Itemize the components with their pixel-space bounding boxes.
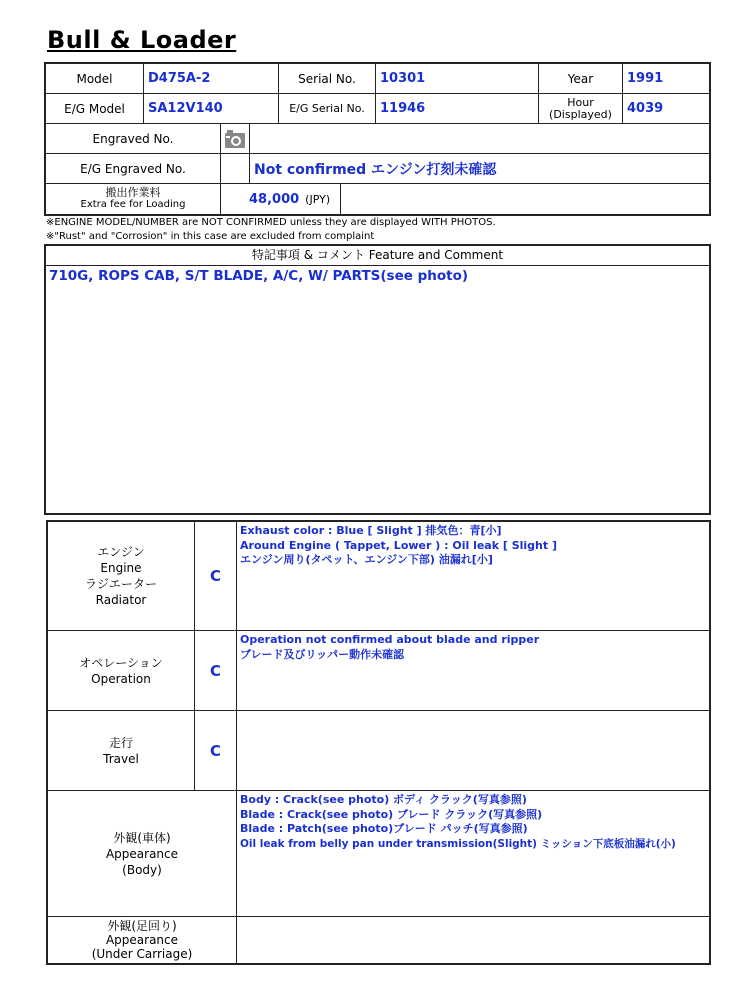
radiator-label-en: Radiator	[95, 593, 147, 607]
page-title: Bull & Loader	[47, 26, 237, 54]
operation-comment-2: ブレード及びリッパー動作未確認	[240, 647, 405, 661]
eg-engraved-value: Not confirmed エンジン打刻未確認	[250, 154, 709, 184]
appearance-carriage-comments	[237, 917, 709, 963]
engine-comments	[237, 522, 709, 631]
fee-unit: (JPY)	[305, 192, 331, 206]
operation-label-en: Operation	[91, 671, 151, 686]
eg-engraved-spacer	[221, 154, 250, 184]
operation-comments	[237, 631, 709, 711]
fee-label-en: Extra fee for Loading	[80, 199, 186, 210]
eg-model-value: SA12V140	[144, 94, 279, 124]
appearance-body-comment-4: Oil leak from belly pan under transmission(Slight) ミッション下底板油漏れ(小)	[240, 837, 676, 850]
engine-comment-3: エンジン周り(タペット、エンジン下部) 油漏れ[小]	[240, 553, 493, 566]
appearance-carriage-label-en: Appearance	[105, 933, 179, 947]
note-rust: ※"Rust" and "Corrosion" in this case are excluded from complaint	[46, 231, 375, 242]
engine-label-en: Engine	[100, 561, 142, 575]
inspection-table	[46, 520, 711, 965]
appearance-body-comment-1: Body : Crack(see photo) ボディ クラック(写真参照)	[240, 793, 527, 806]
year-value: 1991	[623, 64, 709, 94]
serial-value: 10301	[376, 64, 539, 94]
feature-text: 710G, ROPS CAB, S/T BLADE, A/C, W/ PARTS(see photo)	[49, 268, 469, 284]
engine-comment-1: Exhaust color : Blue [ Slight ] 排気色：青[小]	[240, 524, 502, 537]
feature-header: 特記事項 & コメント Feature and Comment	[46, 246, 709, 266]
appearance-body-label-en: Appearance	[105, 846, 179, 861]
operation-label	[48, 631, 195, 711]
note-engine: ※ENGINE MODEL/NUMBER are NOT CONFIRMED unless they are displayed WITH PHOTOS.	[46, 217, 496, 228]
appearance-carriage-label-sub: (Under Carriage)	[91, 947, 193, 961]
operation-label-jp: オペレーション	[79, 655, 163, 670]
engraved-value	[250, 124, 709, 154]
appearance-body-comment-2: Blade : Crack(see photo) ブレード クラック(写真参照)	[240, 807, 543, 821]
appearance-body-label-sub: (Body)	[122, 862, 162, 877]
appearance-body-label-jp: 外観(車体)	[113, 830, 171, 845]
fee-value: 48,000	[249, 191, 300, 207]
fee-label	[46, 184, 221, 214]
engraved-label: Engraved No.	[46, 124, 221, 154]
info-table	[44, 62, 711, 216]
eg-model-label: E/G Model	[46, 94, 144, 124]
model-value: D475A-2	[144, 64, 279, 94]
fee-value-cell	[221, 184, 341, 214]
serial-label: Serial No.	[279, 64, 376, 94]
operation-grade: C	[195, 631, 237, 711]
eg-engraved-label: E/G Engraved No.	[46, 154, 221, 184]
fee-rest	[341, 184, 709, 214]
appearance-body-comments	[237, 791, 709, 917]
travel-label	[48, 711, 195, 791]
operation-comment-1: Operation not confirmed about blade and ripper	[240, 633, 540, 646]
hour-label	[539, 94, 623, 124]
camera-icon	[223, 127, 247, 151]
feature-box	[44, 244, 711, 515]
year-label: Year	[539, 64, 623, 94]
engine-label-jp: エンジン	[97, 545, 145, 559]
hour-label-line2: (Displayed)	[549, 107, 612, 121]
appearance-carriage-label	[48, 917, 237, 963]
appearance-body-label	[48, 791, 237, 917]
camera-cell	[221, 124, 250, 154]
eg-serial-label: E/G Serial No.	[279, 94, 376, 124]
eg-serial-value: 11946	[376, 94, 539, 124]
engine-comment-2: Around Engine ( Tappet, Lower ) : Oil leak [ Slight ]	[240, 538, 558, 552]
fee-label-jp: 搬出作業料	[105, 186, 161, 199]
travel-label-en: Travel	[103, 751, 139, 766]
engine-grade: C	[195, 522, 237, 631]
appearance-body-comment-3: Blade : Patch(see photo)ブレード パッチ(写真参照)	[240, 822, 528, 835]
travel-label-jp: 走行	[108, 735, 133, 750]
appearance-carriage-label-jp: 外観(足回り)	[107, 919, 177, 933]
travel-comments	[237, 711, 709, 791]
hour-value: 4039	[623, 94, 709, 124]
model-label: Model	[46, 64, 144, 94]
travel-grade: C	[195, 711, 237, 791]
engine-label	[48, 522, 195, 631]
hour-label-line1: Hour	[567, 95, 594, 109]
radiator-label-jp: ラジエーター	[84, 577, 157, 591]
